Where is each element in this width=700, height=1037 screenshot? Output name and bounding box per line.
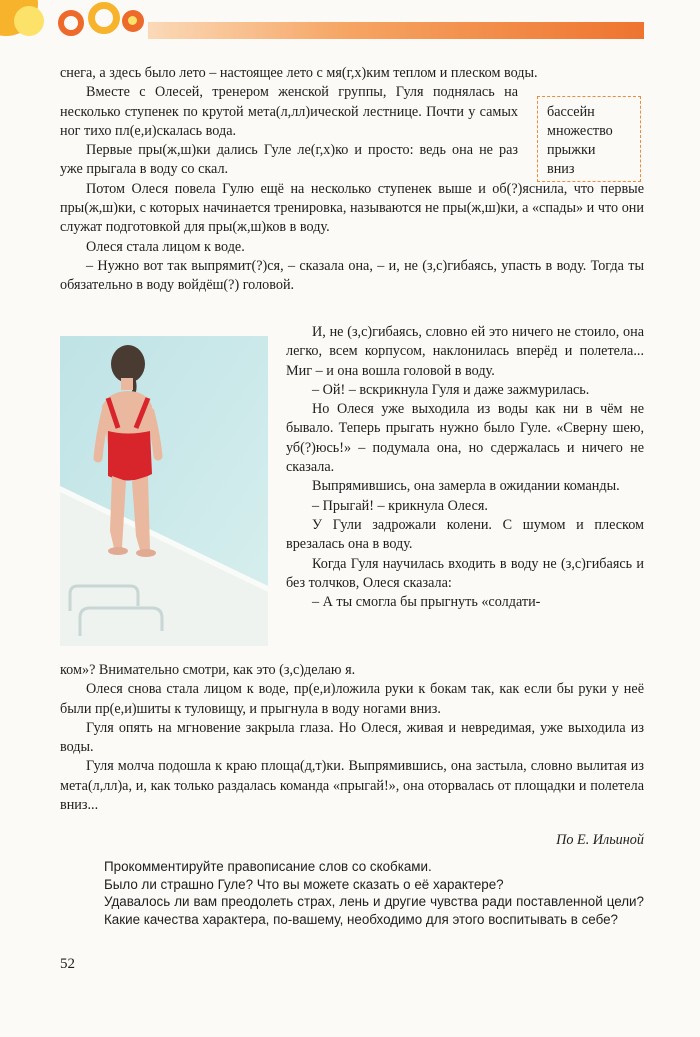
paragraph: Но Олеся уже выходила из воды как ни в чём не бывало. Теперь прыгать нужно было Гуле. «Сверну шею, уб(?)юсь!» – подумала она, но сдержалась и ничего не сказала.	[286, 401, 644, 476]
decor-circle-ring	[58, 10, 84, 36]
paragraph: Когда Гуля научилась входить в воду не (з,с)гибаясь и без толчков, Олеся сказала:	[286, 555, 644, 591]
decor-circle-ring-2	[88, 2, 120, 34]
keywords-box	[537, 96, 641, 182]
paragraph: У Гули задрожали колени. С шумом и плеском врезалась она в воду.	[286, 516, 644, 553]
keyword: множество	[547, 123, 613, 139]
paragraph: Олеся снова стала лицом к воде, пр(е,и)ложила руки к бокам так, как если бы руки у неё были пр(е,и)шиты к туловищу, и прыгнула в воду ногами вниз.	[60, 681, 644, 717]
page-number: 52	[60, 956, 75, 972]
paragraph: Гуля молча подошла к краю площа(д,т)ки. Выпрямившись, она застыла, словно вылитая из мета(л,лл)а, и, как только раздалась команда «прыгай!», она оторвалась от площадки и полетела вниз...	[60, 758, 644, 814]
decor-dot	[128, 16, 137, 25]
text-bottom	[60, 661, 644, 815]
header-bar	[148, 22, 644, 39]
source-attribution: По Е. Ильиной	[556, 832, 644, 848]
paragraph: – Прыгай! – крикнула Олеся.	[312, 497, 488, 514]
paragraph: снега, а здесь было лето – настоящее лето с мя(г,х)ким теплом и плеском воды.	[60, 65, 538, 81]
question: Удавалось ли вам преодолеть страх, лень и другие чувства ради поставленной цели? Какие качества характера, по-вашему, необходимо для этого воспитывать в себе?	[104, 894, 644, 927]
keyword: бассейн	[547, 104, 595, 120]
paragraph: Потом Олеся повела Гулю ещё на несколько ступенек выше и об(?)яснила, что первые пры(ж,ш)ки, с которых начинается тренировка, называются не пры(ж,ш)ки, а «спады» и что они служат подготовкой для пры(ж,ш)ков в воду.	[60, 180, 644, 236]
question: Прокомментируйте правописание слов со скобками.	[104, 859, 432, 874]
paragraph: ком»? Внимательно смотри, как это (з,с)делаю я.	[60, 662, 356, 678]
text-beside-photo	[286, 323, 644, 612]
paragraph: Выпрямившись, она замерла в ожидании команды.	[312, 478, 620, 495]
keyword: вниз	[547, 161, 575, 177]
questions-block	[104, 858, 644, 928]
paragraph: Гуля опять на мгновение закрыла глаза. Но Олеся, живая и невредимая, уже выходила из воды.	[60, 719, 644, 756]
keyword: прыжки	[547, 142, 596, 158]
paragraph: – Ой! – вскрикнула Гуля и даже зажмурилась.	[312, 381, 590, 398]
decor-circle-yellow	[14, 6, 44, 36]
question: Было ли страшно Гуле? Что вы можете сказать о её характере?	[104, 876, 504, 892]
paragraph: Олеся стала лицом к воде.	[86, 238, 245, 255]
paragraph: – Нужно вот так выпрямит(?)ся, – сказала она, – и, не (з,с)гибаясь, упасть в воду. Тогда ты обязательно в воду войдёш(?) головой.	[60, 257, 644, 294]
swimmer-photo	[60, 336, 268, 646]
paragraph: Первые пры(ж,ш)ки дались Гуле ле(г,х)ко и просто: ведь она не раз уже прыгала в воду со скал.	[60, 142, 518, 178]
paragraph: – А ты смогла бы прыгнуть «солдати-	[312, 594, 541, 611]
paragraph: И, не (з,с)гибаясь, словно ей это ничего не стоило, она легко, всем корпусом, наклонилась вперёд и полетела... Миг – и она вошла головой в воду.	[286, 324, 644, 379]
paragraph: Вместе с Олесей, тренером женской группы, Гуля поднялась на несколько ступенек по крутой мета(л,лл)ической лестнице. Почти у самых ног тихо пл(е,и)скалась вода.	[60, 84, 518, 139]
